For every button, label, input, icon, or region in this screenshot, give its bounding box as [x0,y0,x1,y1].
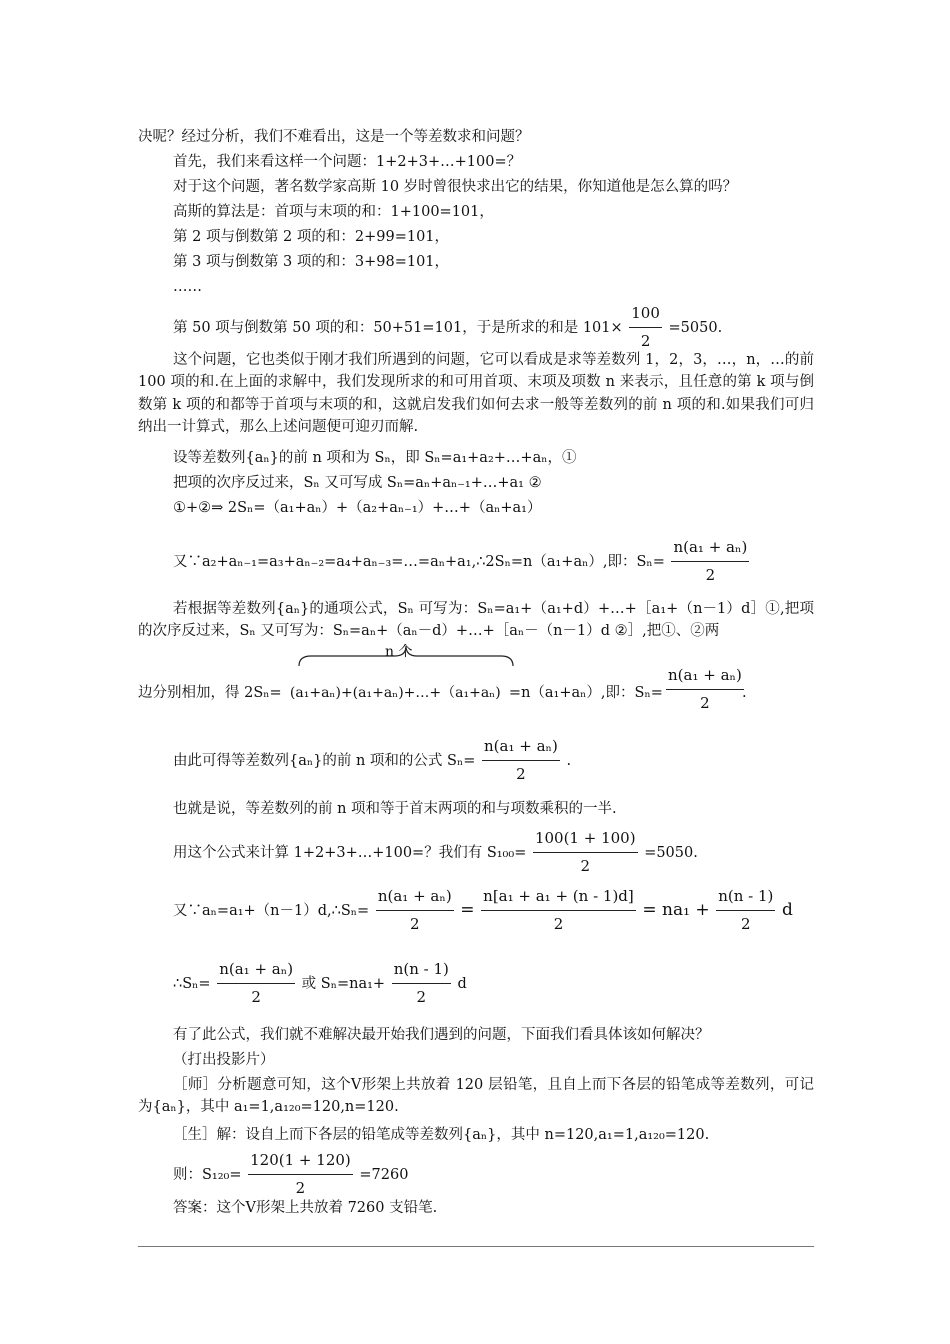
text-line: 第 2 项与倒数第 2 项的和：2+99=101， [173,229,450,245]
therefore-line [173,958,814,1010]
fraction [217,958,295,1010]
brace-terms: (a₁+aₙ)+(a₁+aₙ)+…+（a₁+aₙ) [289,685,501,701]
text-line: 把项的次序反过来，Sₙ 又可写成 Sₙ=aₙ+aₙ₋₁+…+a₁ ② [173,475,542,491]
text-line: 高斯的算法是：首项与末项的和：1+100=101， [173,204,494,220]
text-segment: ∴Sₙ= [173,975,211,992]
text-line: 决呢？经过分析，我们不难看出，这是一个等差数求和问题？ [138,129,530,145]
fraction [482,735,560,787]
paragraph: ［师］分析题意可知，这个Ⅴ形架上共放着 120 层铅笔，且自上而下各层的铅笔成等差数列，可记为{aₙ}，其中 a₁=1,a₁₂₀=120,n=120. [138,1077,814,1116]
denominator: 2 [251,988,261,1007]
numerator: n[a₁ + a₁ + (n - 1)d] [483,887,634,905]
fraction [248,1149,353,1201]
text-line: 设等差数列{aₙ}的前 n 项和为 Sₙ，即 Sₙ=a₁+a₂+…+aₙ，① [173,450,577,466]
numerator: 100(1 + 100) [534,829,636,847]
numerator: n(a₁ + aₙ) [668,666,742,684]
numerator: n(a₁ + aₙ) [377,887,452,905]
brace-label: n 个 [385,644,413,660]
text-segment: =5050. [668,319,723,336]
numerator: n(a₁ + aₙ) [484,737,558,755]
fraction [716,885,775,937]
denominator: 2 [295,1179,306,1198]
text-segment: 又∵aₙ=a₁+（n－1）d,∴Sₙ= [173,902,370,919]
text-line: …… [173,279,202,295]
compute-line [173,827,814,879]
paragraph: 这个问题，它也类似于刚才我们所遇到的问题，它可以看成是求等差数列 1，2，3，…，n，…的前 100 项的和.在上面的求解中，我们发现所求的和可用首项、末项及项数 n 来表示，且任意的第 k 项与倒数第 k 项的和都等于首项与末项的和，这就启发我们如何去求一般等差数列的前 n 项的和.如果我们可归纳出一计算式，那么上述问题便可迎刃而解. [138,352,814,436]
fraction [666,664,744,716]
text-line: 第 3 项与倒数第 3 项的和：3+98=101， [173,254,450,270]
denominator: 2 [705,566,716,585]
text-segment: 由此可得等差数列{aₙ}的前 n 项和的公式 Sₙ= [173,752,476,769]
denominator: 2 [516,765,526,784]
fraction [671,536,749,588]
text-line: 有了此公式，我们就不难解决最开始我们遇到的问题，下面我们看具体该如何解决？ [173,1027,710,1043]
denominator: 2 [741,915,751,934]
fraction [533,827,638,879]
text-segment: 用这个公式来计算 1+2+3+…+100=？我们有 S₁₀₀= [173,844,527,861]
text-segment: 边分别相加，得 2Sₙ= [138,685,282,701]
derivation-line: 又∵aₙ=a₁+（n－1）d,∴Sₙ= $\frac{\text{n(a₁ + aₙ)}}{2}$ = $\frac{\text{n[a₁ + a₁ + (n - 1)d]}}{2}$ = na₁ + $\frac{n(n - 1)}{2}$ d [173,885,814,937]
denominator: 2 [700,694,710,713]
text-segment: d [457,975,467,992]
denominator: 2 [580,857,591,876]
text-segment: d [781,899,793,920]
text-segment: . [566,752,572,769]
text-segment: = na₁ + [642,899,710,920]
then-line [173,1149,814,1201]
hence-line [173,735,814,787]
text-line: 首先，我们来看这样一个问题：1+2+3+…+100=？ [173,154,522,170]
denominator: 2 [416,988,427,1007]
text-segment: 又∵a₂+aₙ₋₁=a₃+aₙ₋₂=a₄+aₙ₋₃=…=aₙ+a₁,∴2Sₙ=n（a₁+aₙ）,即：Sₙ= [173,553,665,570]
overbrace [297,642,515,668]
text-segment: 或 Sₙ=na₁+ [301,975,386,992]
fraction [629,302,662,354]
text-line: ①+②⇒ 2Sₙ=（a₁+aₙ）+（a₂+aₙ₋₁）+…+（aₙ+a₁） [173,500,542,516]
numerator: n(n - 1) [393,960,449,978]
text-line: （打出投影片） [173,1052,275,1068]
fraction [481,885,636,937]
numerator: n(a₁ + aₙ) [673,538,748,556]
fraction [376,885,454,937]
text-line: 答案：这个Ⅴ形架上共放着 7260 支铅笔. [173,1200,438,1216]
text-segment: . [742,685,747,701]
footer-divider [138,1246,814,1247]
paragraph: 若根据等差数列{aₙ}的通项公式，Sₙ 可写为：Sₙ=a₁+（a₁+d）+…+［a₁+（n－1）d］①,把项的次序反过来，Sₙ 又可写为：Sₙ=aₙ+（aₙ－d）+…+［aₙ－（n－1）d ②］,把①、②两 [138,601,814,640]
fraction [392,958,451,1010]
gauss-result-line [173,302,814,354]
numerator: 120(1 + 120) [250,1151,351,1169]
text-line: 对于这个问题，著名数学家高斯 10 岁时曾很快求出它的结果，你知道他是怎么算的吗？ [173,179,738,195]
text-line: ［生］解：设自上而下各层的铅笔成等差数列{aₙ}，其中 n=120,a₁=1,a₁₂₀=120. [173,1127,710,1143]
text-segment: =n（a₁+aₙ）,即：Sₙ= [508,685,663,701]
numerator: n(a₁ + aₙ) [219,960,294,978]
denominator: 2 [640,332,651,351]
text-segment: =5050. [644,844,698,861]
numerator: n(n - 1) [718,887,774,905]
sum-formula-line [173,536,814,588]
denominator: 2 [409,915,420,934]
numerator: 100 [631,304,660,322]
text-segment: 第 50 项与倒数第 50 项的和：50+51=101，于是所求的和是 101× [173,319,623,336]
denominator: 2 [553,915,564,934]
text-segment: 则：S₁₂₀= [173,1166,242,1183]
text-segment: =7260 [359,1166,409,1183]
text-line: 也就是说，等差数列的前 n 项和等于首末两项的和与项数乘积的一半. [173,801,617,817]
